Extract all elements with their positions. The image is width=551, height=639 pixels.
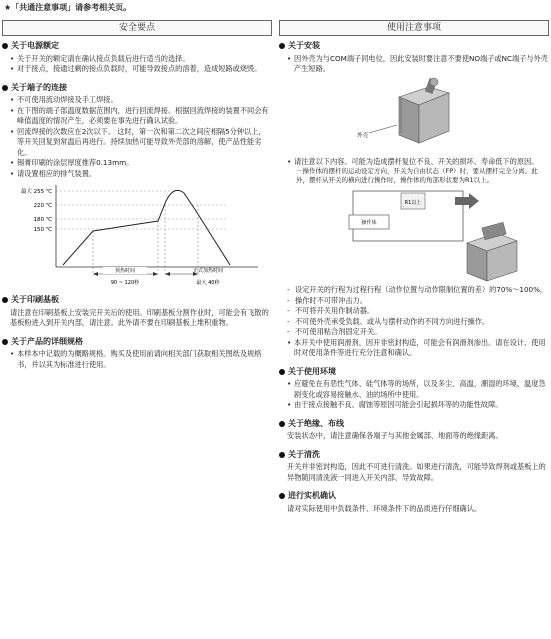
- max-temp-label: 最大 255 ℃: [20, 189, 52, 195]
- section-product-specs: 关于产品的详细规格: [2, 337, 272, 348]
- operator-note: －操作体的摆杆的运动设定方向，开关为自由状态（FP）时，要从摆杆完全分离。此外，摆杆从开关的横向进行操作时，操作体的角部形状要为R1以上。: [296, 167, 538, 184]
- bullet-icon: [2, 339, 8, 345]
- list-item: • 对于接点，接通过剩的接点负载时，可能导致接点的溶着，造成短路或烧毁。: [10, 64, 272, 75]
- section-printed-board: 关于印刷基板: [2, 295, 272, 306]
- list-item: • 请设置相应的排气装置。: [10, 169, 272, 180]
- list-item: - 不可使用粘合剂固定开关。: [287, 327, 549, 338]
- list-item: • 本样本中记载的为概略规格。购买及使用前请向相关部门获取相关图纸及规格书，并以其为标准进行使用。: [10, 349, 272, 370]
- reference-note: ★「共通注意事项」请参考相关页。: [4, 3, 132, 12]
- section-environment: 关于使用环境: [279, 367, 549, 378]
- section-power-rating: 关于电源额定: [2, 41, 272, 52]
- preheat-time-label: 预热时间: [114, 268, 136, 274]
- list-item: • 应避免在有恶性气体、硅气体等的场所，以及多尘、高温、潮湿的环境，温度急剧变化或容易接触水、油的场所中使用。: [287, 379, 549, 400]
- bullet-icon: [279, 421, 285, 427]
- list-item: • 不可使用流动焊接及手工焊接。: [10, 95, 272, 106]
- list-item: • 由于接点接触不良、腐蚀等原因可能会引起损坏等的功能性故障。: [287, 400, 549, 411]
- temp-label-150: 150 ℃: [33, 227, 52, 233]
- bullet-icon: [279, 369, 285, 375]
- operator-label: 操作体: [361, 220, 377, 226]
- bullet-icon: [279, 43, 285, 49]
- list-item: • 锡膏印刷的涂层厚度推荐0.13mm。: [10, 158, 272, 169]
- section-installation: 关于安装: [279, 41, 549, 52]
- main-heating-label: 正式加热时间: [192, 268, 224, 274]
- safety-points-header: 安全要点: [2, 20, 272, 36]
- insulation-text: 安装状态中，请注意确保各端子与其他金属部、地面等的绝缘距离。: [287, 431, 503, 440]
- section-cleaning: 关于清洗: [279, 450, 549, 461]
- section-terminal-connection: 关于端子的连接: [2, 83, 272, 94]
- list-item: • 本开关中使用润滑剂，因开非密封构造，可能会有润滑剂渗出。请在设计、使用时对使用条件等进行充分注意和确认。: [287, 338, 549, 359]
- temp-label-180: 180 ℃: [33, 217, 52, 223]
- usage-precautions-header: 使用注意事项: [279, 20, 549, 36]
- bullet-icon: [279, 493, 285, 499]
- temperature-curve: [63, 190, 230, 265]
- bullet-icon: [279, 452, 285, 458]
- main-heating-range: 最大 40秒: [196, 280, 220, 286]
- printed-board-text: 请注意在印刷基板上安装完开关后的使用。印刷基板分割作业时，可能会有飞散的基板粉进入到开关内部，请注意。此外请不要在印刷基板上堆积重物。: [10, 307, 269, 327]
- list-item: • 回流焊接的次数应在2次以下。 这时，第一次和第二次之间应相隔5分钟以上，等开关回复到常温后再进行。持续加热可能导致外壳部的溶解，使产品性能劣化。: [10, 127, 272, 159]
- list-item: • 在下图的端子部温度数据范围内，进行回流焊接。根据回流焊接的装置不同会有峰值温度的情况产生，必须要在事先进行确认试验。: [10, 106, 272, 127]
- list-item: - 不可将开关用作制动器。: [287, 306, 549, 317]
- list-item: • 请注意以下内容。可能为造成摆杆复位不良、开关的损坏、寿命低下的原因。: [287, 157, 549, 168]
- bullet-icon: [2, 85, 8, 91]
- list-item: • 因外壳为与COM端子同电位，因此安装时要注意不要使NO端子或NC端子与外壳产生短路。: [287, 54, 549, 75]
- reflow-temperature-profile: [8, 181, 268, 293]
- safety-points-column: [2, 20, 272, 370]
- list-item: - 不可使外壳承受负载、或从与摆杆动作的不同方向进行操作。: [287, 317, 549, 328]
- verification-text: 请对实际使用中负载条件、环境条件下的品质进行仔细确认。: [287, 503, 482, 513]
- case-label: 外壳: [357, 132, 369, 139]
- operator-r1-diagram: [279, 185, 539, 285]
- temp-label-220: 220 ℃: [33, 203, 52, 209]
- section-insulation-wiring: 关于绝缘、布线: [279, 419, 549, 430]
- preheat-time-range: 90 ~ 120秒: [110, 280, 140, 286]
- bullet-icon: [2, 297, 8, 303]
- section-actual-verification: 进行实机确认: [279, 491, 549, 502]
- list-item: - 设定开关的行程为过程行程（动作位置与动作限制位置的差）的70%～100%。: [287, 285, 549, 296]
- switch-case-illustration: [279, 75, 539, 157]
- usage-precautions-column: [279, 20, 549, 514]
- bullet-icon: [2, 43, 8, 49]
- r1-label: R1以上: [404, 200, 422, 206]
- list-item: - 操作时不可带冲击力。: [287, 296, 549, 307]
- cleaning-text: 开关并非密封构造，因此不可进行清洗。如果进行清洗，可能导致焊剂或基板上的异物随同清洗液一同进入开关内部，导致故障。: [287, 462, 546, 482]
- list-item: • 关于开关的额定请在确认接点负载后进行适当的选择。: [10, 54, 272, 65]
